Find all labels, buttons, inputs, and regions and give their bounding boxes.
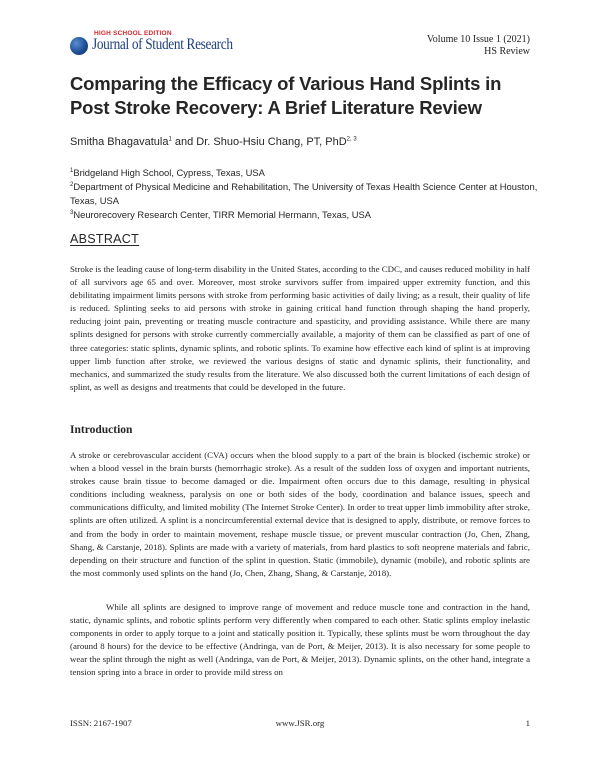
author-affil-marker: 2, 3: [346, 136, 357, 143]
affiliation-item: [70, 179, 540, 207]
journal-logo[interactable]: [70, 30, 270, 56]
footer-issn: ISSN: 2167-1907: [70, 718, 132, 728]
introduction-heading: Introduction: [70, 424, 133, 436]
author-name: Smitha Bhagavatula: [70, 136, 169, 148]
logo-edition: HIGH SCHOOL EDITION: [94, 30, 172, 37]
affiliation-marker: 1: [70, 168, 74, 174]
introduction-paragraph-1: A stroke or cerebrovascular accident (CVA) occurs when the blood supply to a part of the brain is blocked (ischemic stroke) or when a blood vessel in the brain bursts (hemorrhagic stroke). As a result of the sudden loss of oxygen and important nutrients, strokes cause brain tissue to become damaged or die. Impairment often occurs due to this damage, resulting in physical conditions including weakness, paralysis on one or both sides of the body, coordination and balance issues, speech and communications difficulty, and limited mobility (The Internet Stroke Center). In order to treat upper limb immobility after stroke, splints are often utilized. A splint is a noncircumferential external device that is designed to apply, distribute, or remove forces to and from the body in order to maintain movement, reshape muscle tissue, or prevent muscular contraction (Jo, Chen, Zhang, Shang, & Carstanje, 2018). Splints are made with a variety of materials, from hard plastics to soft neoprene materials and fabric, depending on their structure and function of the splint in question. Static (immobile), dynamic (mobile), and robotic splints are the most commonly used splints on the hand (Jo, Chen, Zhang, Shang, & Carstanje, 2018).: [70, 450, 530, 578]
issue-info: [427, 34, 530, 58]
affiliation-text: Department of Physical Medicine and Rehabilitation, The University of Texas Health Science Center at Houston, Texas, USA: [70, 181, 538, 206]
affiliation-text: Neurorecovery Research Center, TIRR Memorial Hermann, Texas, USA: [73, 209, 372, 221]
affiliation-item: [70, 165, 540, 179]
footer-website-link[interactable]: www.JSR.org: [275, 718, 325, 728]
volume-line: Volume 10 Issue 1 (2021): [426, 34, 530, 45]
abstract-heading: ABSTRACT: [70, 232, 140, 246]
author-line: [70, 136, 540, 148]
globe-icon: [70, 37, 88, 55]
affiliation-marker: 2: [70, 182, 74, 189]
paper-title: Comparing the Efficacy of Various Hand Splints in Post Stroke Recovery: A Brief Literature Review: [70, 73, 502, 118]
affiliations: [70, 165, 540, 222]
author-name: and Dr. Shuo-Hsiu Chang, PT, PhD: [171, 136, 347, 148]
affiliation-marker: 3: [70, 210, 74, 217]
abstract-paragraph: Stroke is the leading cause of long-term disability in the United States, according to the CDC, and causes reduced mobility in half of all survivors age 65 and over. Moreover, most stroke survivors suffer from impaired upper extremity function, and this debilitating impairment limits persons with stroke from performing basic activities of daily living; as a result, their quality of life is reduced. Splinting seeks to aid persons with stroke in gaining critical hand function through shaping the hand properly, reducing joint pain, preventing or treating muscle contracture and spasticity, and providing assistance. While there are many splints designed for persons with stroke currently commercially available, a majority of them can be classified as part of one of three categories: static splints, dynamic splints, and robotic splints. To examine how effective each kind of splint is at improving upper limb function after stroke, we reviewed the various designs of static and dynamic splints, their functionality, and mechanics, and summarized the study results from the literature. We also discussed both the current limitations of each design of splint, as well as designs and treatments that could be developed in the future.: [70, 264, 530, 392]
affiliation-item: [70, 207, 540, 221]
affiliation-text: Bridgeland High School, Cypress, Texas, USA: [73, 167, 265, 179]
logo-name: Journal of Student Research: [92, 36, 233, 53]
section-line: HS Review: [484, 46, 530, 57]
footer-page-number: 1: [525, 718, 530, 728]
author-affil-marker: 1: [168, 136, 172, 143]
introduction-paragraph-2: While all splints are designed to improve range of movement and reduce muscle tone and contraction in the hand, static, dynamic splints, and robotic splints perform very differently when compared to each other. Static splints employ inelastic components in order to apply torque to a joint and statically position it. Typically, these splints must be worn throughout the day (around 8 hours) for the device to be effective (Andringa, van de Port, & Meijer, 2013). It is also necessary for some people to wear the splint through the night as well (Andringa, van de Port, & Meijer, 2013). Dynamic splints, on the other hand, integrate a tension spring into a brace in order to provide mild stress on: [70, 602, 530, 678]
